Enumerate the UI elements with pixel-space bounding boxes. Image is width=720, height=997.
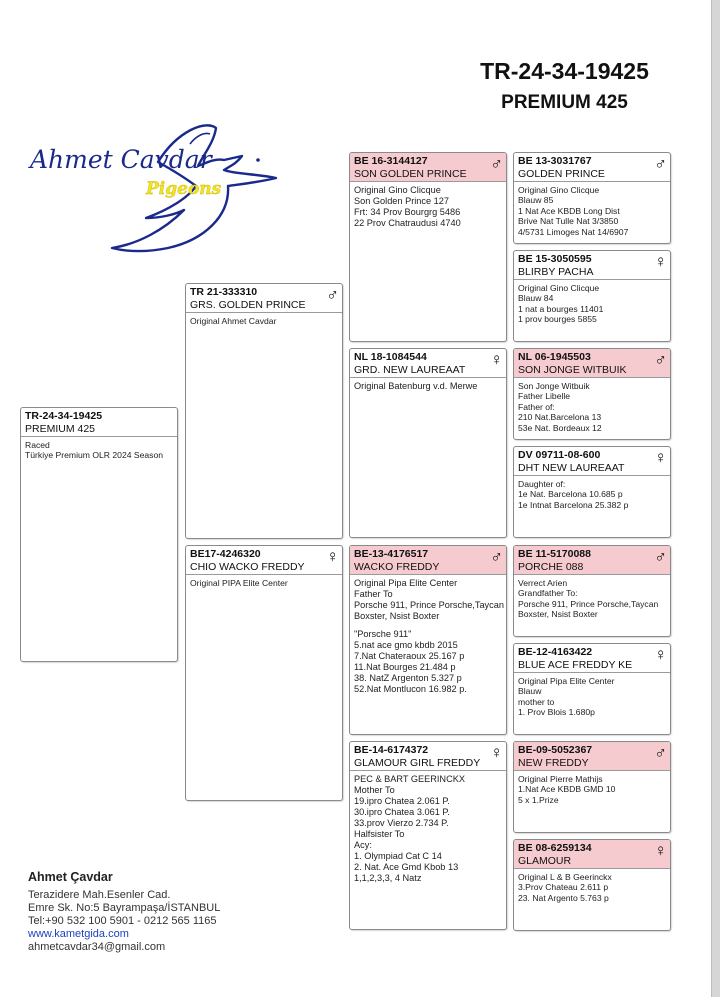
note-line: 1,1,2,3,3, 4 Natz [354,873,422,883]
subject-ring: TR-24-34-19425 [25,410,103,422]
note-line: Mother To [354,785,395,795]
note-line: 1. Olympiad Cat C 14 [354,851,442,861]
grandsire-paternal-notes [350,182,506,232]
granddam-maternal-card[interactable] [349,741,507,930]
ggp-sdd-notes [514,476,670,513]
grandsire-maternal-name: WACKO FREDDY [354,561,440,573]
ggp-dsd-card[interactable] [513,643,671,735]
dam-notes [186,575,342,591]
female-symbol-icon: ♀ [654,841,667,860]
note-line: 1.Nat Ace KBDB GMD 10 [518,784,616,795]
ggp-ddd-name: GLAMOUR [518,855,572,867]
sire-ring: TR 21-333310 [190,286,258,298]
ggp-dss-card[interactable] [513,545,671,637]
ggp-dsd-notes [514,673,670,721]
dam-card[interactable] [185,545,343,801]
granddam-maternal-notes [350,771,506,887]
ggp-ddd-ring: BE 08-6259134 [518,842,592,854]
ggp-sss-notes [514,182,670,240]
contact-address-line1: Terazidere Mah.Esenler Cad. [28,889,171,901]
male-symbol-icon: ♂ [490,154,503,173]
note-line: Original Gino Clicque [354,185,441,195]
female-symbol-icon: ♀ [490,743,503,762]
ggp-sss-ring: BE 13-3031767 [518,155,592,167]
ggp-sss-name: GOLDEN PRINCE [518,168,605,180]
ggp-dss-ring: BE 11-5170088 [518,548,591,560]
subject-name: PREMIUM 425 [25,423,96,435]
ahmet-cavdar-logo [28,120,288,255]
granddam-paternal-ring: NL 18-1084544 [354,351,427,363]
note-line: Verrect Arien [518,578,568,588]
ggp-ddd-notes [514,869,670,906]
male-symbol-icon: ♂ [654,350,667,369]
ggp-sdd-name: DHT NEW LAUREAAT [518,462,625,474]
note-line: 52.Nat Montlucon 16.982 p. [354,684,467,694]
granddam-maternal-ring: BE-14-6174372 [354,744,429,756]
note-line: Brive Nat Tulle Nat 3/3850 [518,216,619,227]
ggp-dds-name: NEW FREDDY [518,757,589,769]
ggp-sss-card[interactable] [513,152,671,244]
contact-name: Ahmet Çavdar [28,870,113,884]
note-line: Halfsister To [354,829,405,839]
grandsire-paternal-card[interactable] [349,152,507,342]
ggp-ddd-card[interactable] [513,839,671,931]
ggp-ssd-name: BLIRBY PACHA [518,266,594,278]
note-line: Blauw 85 [518,195,554,206]
granddam-maternal-name: GLAMOUR GIRL FREDDY [354,757,481,769]
granddam-paternal-card[interactable] [349,348,507,538]
note-line: Original PIPA Elite Center [190,578,288,588]
contact-address-line2: Emre Sk. No:5 Bayrampaşa/İSTANBUL [28,902,221,914]
note-line: Son Golden Prince 127 [354,196,450,206]
contact-phone: Tel:+90 532 100 5901 - 0212 565 1165 [28,915,217,927]
note-line: Father To [354,589,393,599]
note-line: 5.nat ace gmo kbdb 2015 [354,640,458,650]
note-line: 30.ipro Chatea 3.061 P. [354,807,450,817]
ggp-sds-name: SON JONGE WITBUIK [518,364,627,376]
grandsire-maternal-notes [350,575,506,698]
grandsire-paternal-name: SON GOLDEN PRINCE [354,168,467,180]
granddam-paternal-notes [350,378,506,395]
note-line: Porsche 911, Prince Porsche,Taycan [354,600,504,610]
female-symbol-icon: ♀ [654,645,667,664]
note-line: 3.Prov Chateau 2.611 p [518,882,609,893]
note-line: "Porsche 911" [354,629,412,639]
dam-name: CHIO WACKO FREDDY [190,561,305,573]
note-line: Türkiye Premium OLR 2024 Season [25,450,164,461]
note-line: 1. Prov Blois 1.680p [518,707,595,718]
logo-wing-detail [190,133,210,144]
note-line: Father Libelle [518,391,571,402]
note-line: 38. NatZ Argenton 5.327 p [354,673,462,683]
female-symbol-icon: ♀ [326,547,339,566]
sire-notes [186,313,342,329]
note-line: 1 prov bourges 5855 [518,314,597,325]
note-line: 53e Nat. Bordeaux 12 [518,422,602,433]
ggp-sdd-ring: DV 09711-08-600 [518,449,601,461]
male-symbol-icon: ♂ [654,743,667,762]
note-line: 1 nat a bourges 11401 [518,303,604,314]
note-line: Raced [25,440,50,450]
note-line: Son Jonge Witbuik [518,381,590,391]
contact-email[interactable]: ahmetcavdar34@gmail.com [28,941,166,953]
note-line: Blauw [518,686,542,697]
pedigree-title: PREMIUM 425 [501,92,628,113]
note-line: 1 Nat Ace KBDB Long Dist [518,205,620,216]
note-line: Original Gino Clicque [518,185,600,195]
note-line: Original Gino Clicque [518,283,600,293]
note-line: 1e Nat. Barcelona 10.685 p [518,489,623,500]
note-line: PEC & BART GEERINCKX [354,774,465,784]
note-line: Porsche 911, Prince Porsche,Taycan [518,598,659,609]
ggp-dsd-name: BLUE ACE FREDDY KE [518,659,633,671]
note-line: 210 Nat.Barcelona 13 [518,412,602,423]
dam-ring: BE17-4246320 [190,548,261,560]
ggp-sdd-card[interactable] [513,446,671,538]
pedigree-ring-number: TR-24-34-19425 [480,58,649,84]
note-line: Original Pipa Elite Center [354,578,458,588]
ggp-dss-notes [514,575,670,623]
ggp-ssd-card[interactable] [513,250,671,342]
ggp-dds-ring: BE-09-5052367 [518,744,593,756]
sire-name: GRS. GOLDEN PRINCE [190,299,306,311]
note-line: Grandfather To: [518,588,578,599]
note-line: 22 Prov Chatraudusi 4740 [354,218,461,228]
note-line: Boxster, Nsist Boxter [354,611,440,621]
male-symbol-icon: ♂ [654,547,667,566]
female-symbol-icon: ♀ [490,350,503,369]
note-line: Father of: [518,401,555,412]
note-line: 23. Nat Argento 5.763 p [518,892,609,903]
note-line: mother to [518,696,555,707]
female-symbol-icon: ♀ [654,252,667,271]
note-line: Original Ahmet Cavdar [190,316,277,326]
note-line: 5 x 1.Prize [518,794,559,805]
ggp-dds-notes [514,771,670,808]
ggp-sds-card[interactable] [513,348,671,440]
ggp-dss-name: PORCHE 088 [518,561,584,573]
granddam-paternal-name: GRD. NEW LAUREAAT [354,364,466,376]
male-symbol-icon: ♂ [654,154,667,173]
note-line: Original Batenburg v.d. Merwe [354,381,478,391]
ggp-ssd-ring: BE 15-3050595 [518,253,592,265]
sire-card[interactable] [185,283,343,539]
logo-text-main: Ahmet Cavdar [30,145,212,174]
note-line: Daughter of: [518,479,566,489]
ggp-ssd-notes [514,280,670,328]
subject-notes [21,437,177,464]
male-symbol-icon: ♂ [490,547,503,566]
note-line: 2. Nat. Ace Gmd Kbob 13 [354,862,459,872]
note-line: 4/5731 Limoges Nat 14/6907 [518,226,629,237]
ggp-sds-ring: NL 06-1945503 [518,351,591,363]
website-link[interactable]: www.kametgida.com [28,928,129,940]
contact-block [28,870,328,954]
note-line: Original Pipa Elite Center [518,676,615,686]
ggp-dds-card[interactable] [513,741,671,833]
note-line [354,622,502,629]
note-line: 11.Nat Bourges 21.484 p [354,662,456,672]
note-line: Frt: 34 Prov Bourgrg 5486 [354,207,461,217]
male-symbol-icon: ♂ [326,285,339,304]
note-line: 7.Nat Chateraoux 25.167 p [354,651,465,661]
ggp-dsd-ring: BE-12-4163422 [518,646,593,658]
note-line: 33.prov Vierzo 2.734 P. [354,818,449,828]
note-line: Blauw 84 [518,293,554,304]
grandsire-maternal-card[interactable] [349,545,507,735]
female-symbol-icon: ♀ [654,448,667,467]
subject-card[interactable] [20,407,178,662]
note-line: Original Pierre Mathijs [518,774,603,784]
grandsire-paternal-ring: BE 16-3144127 [354,155,428,167]
grandsire-maternal-ring: BE-13-4176517 [354,548,429,560]
note-line: 19.ipro Chatea 2.061 P. [354,796,450,806]
note-line: Acy: [354,840,372,850]
ggp-sds-notes [514,378,670,436]
note-line: 1e Intnat Barcelona 25.382 p [518,499,629,510]
note-line: Original L & B Geerinckx [518,872,612,882]
note-line: Boxster, Nsist Boxter [518,609,598,620]
logo-text-sub: Pigeons [146,179,222,199]
